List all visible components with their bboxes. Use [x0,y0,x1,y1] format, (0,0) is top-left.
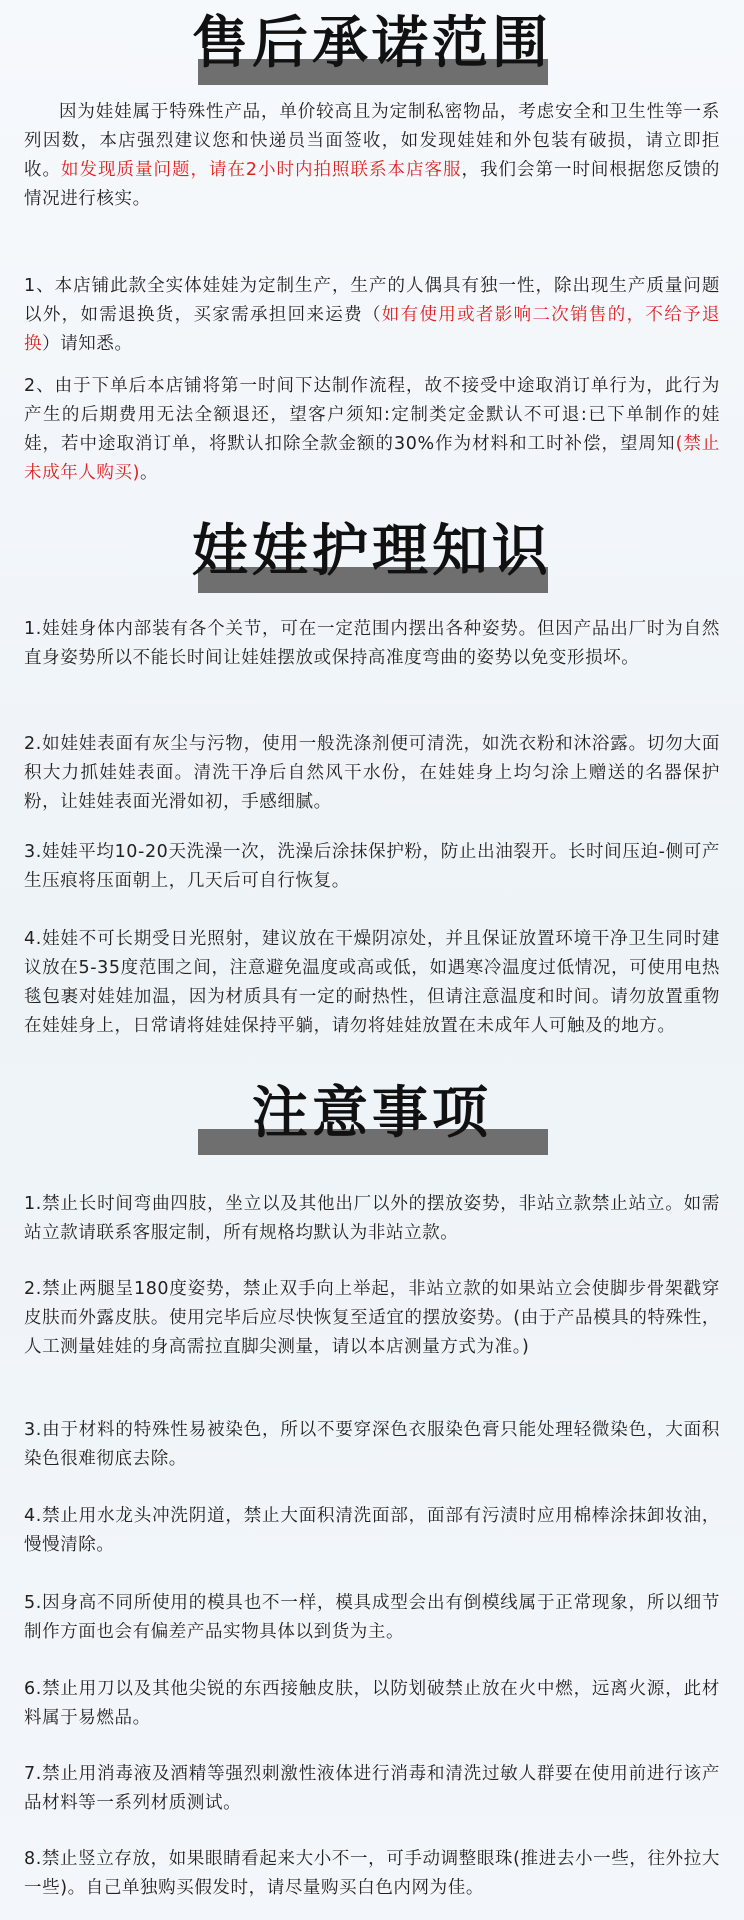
notes-item-7: 7.禁止用消毒液及酒精等强烈刺激性液体进行消毒和清洗过敏人群要在使用前进行该产品材料等一系列材质测试。 [24,1764,720,1813]
item-text-end: 。 [140,463,159,483]
after-sales-intro [24,98,720,214]
notes-item-2: 2.禁止两腿呈180度姿势，禁止双手向上举起，非站立款的如果站立会使脚步骨架戳穿皮肤而外露皮肤。使用完毕后应尽快恢复至适宜的摆放姿势。(由于产品模具的特殊性，人工测量娃娃的身高需拉直脚尖测量，请以本店测量方式为准。) [24,1279,720,1357]
intro-highlight: 如发现质量问题，请在2小时内拍照联系本店客服 [61,160,462,180]
care-item-1: 1.娃娃身体内部装有各个关节，可在一定范围内摆出各种姿势。但因产品出厂时为自然直身姿势所以不能长时间让娃娃摆放或保持高准度弯曲的姿势以免变形损坏。 [24,619,720,668]
notes-item-8: 8.禁止竖立存放，如果眼睛看起来大小不一，可手动调整眼珠(推进去小一些，往外拉大一些)。自己单独购买假发时，请尽量购买白色内网为佳。 [24,1849,720,1898]
after-sales-item-1 [24,272,720,359]
section-title: 注意事项 [252,1080,492,1146]
section-heading-after-sales [0,8,744,78]
notes-item-1: 1.禁止长时间弯曲四肢，坐立以及其他出厂以外的摆放姿势，非站立款禁止站立。如需站立款请联系客服定制，所有规格均默认为非站立款。 [24,1194,720,1243]
item-text: 1、本店铺此款全实体娃娃为定制生产，生产的人偶具有独一性，除出现生产质量问题以外，如需退换货，买家需承担回来运费（ [24,276,720,325]
item-text: 2、由于下单后本店铺将第一时间下达制作流程，故不接受中途取消订单行为，此行为产生的后期费用无法全额退还，望客户须知:定制类定金默认不可退:已下单制作的娃娃，若中途取消订单，将默认扣除全款金额的30%作为材料和工时补偿，望周知 [24,376,720,454]
item-highlight: (禁止未成年人购买) [24,434,720,483]
section-heading-notes [0,1078,744,1148]
item-text-end: ）请知悉。 [42,334,133,354]
item-highlight: 如有使用或者影响二次销售的，不给予退换 [24,305,720,354]
notes-item-4: 4.禁止用水龙头冲洗阴道，禁止大面积清洗面部，面部有污渍时应用棉棒涂抹卸妆油，慢慢清除。 [24,1506,720,1555]
notes-item-5: 5.因身高不同所使用的模具也不一样，模具成型会出有倒模线属于正常现象，所以细节制作方面也会有偏差产品实物具体以到货为主。 [24,1593,720,1642]
intro-text-end: ，我们会第一时间根据您反馈的情况进行核实。 [24,160,720,209]
section-title: 售后承诺范围 [192,10,552,76]
notes-item-6: 6.禁止用刀以及其他尖锐的东西接触皮肤，以防划破禁止放在火中燃，远离火源，此材料属于易燃品。 [24,1679,720,1728]
after-sales-item-2 [24,372,720,488]
care-item-2: 2.如娃娃表面有灰尘与污物，使用一般洗涤剂便可清洗，如洗衣粉和沐浴露。切勿大面积大力抓娃娃表面。清洗干净后自然风干水份，在娃娃身上均匀涂上赠送的名器保护粉，让娃娃表面光滑如初，手感细腻。 [24,734,720,812]
care-item-3: 3.娃娃平均10-20天洗澡一次，洗澡后涂抹保护粉，防止出油裂开。长时间压迫-侧可产生压痕将压面朝上，几天后可自行恢复。 [24,842,720,891]
intro-text: 因为娃娃属于特殊性产品，单价较高且为定制私密物品，考虑安全和卫生性等一系列因数，本店强烈建议您和快递员当面签收，如发现娃娃和外包装有破损，请立即拒收。 [24,102,720,180]
section-heading-care [0,516,744,586]
notes-item-3: 3.由于材料的特殊性易被染色，所以不要穿深色衣服染色膏只能处理轻微染色，大面积染色很难彻底去除。 [24,1420,720,1469]
section-title: 娃娃护理知识 [192,518,552,584]
care-item-4: 4.娃娃不可长期受日光照射，建议放在干燥阴凉处，并且保证放置环境干净卫生同时建议放在5-35度范围之间，注意避免温度或高或低，如遇寒冷温度过低情况，可使用电热毯包裹对娃娃加温，因为材质具有一定的耐热性，但请注意温度和时间。请勿放置重物在娃娃身上，日常请将娃娃保持平躺，请勿将娃娃放置在未成年人可触及的地方。 [24,929,720,1036]
